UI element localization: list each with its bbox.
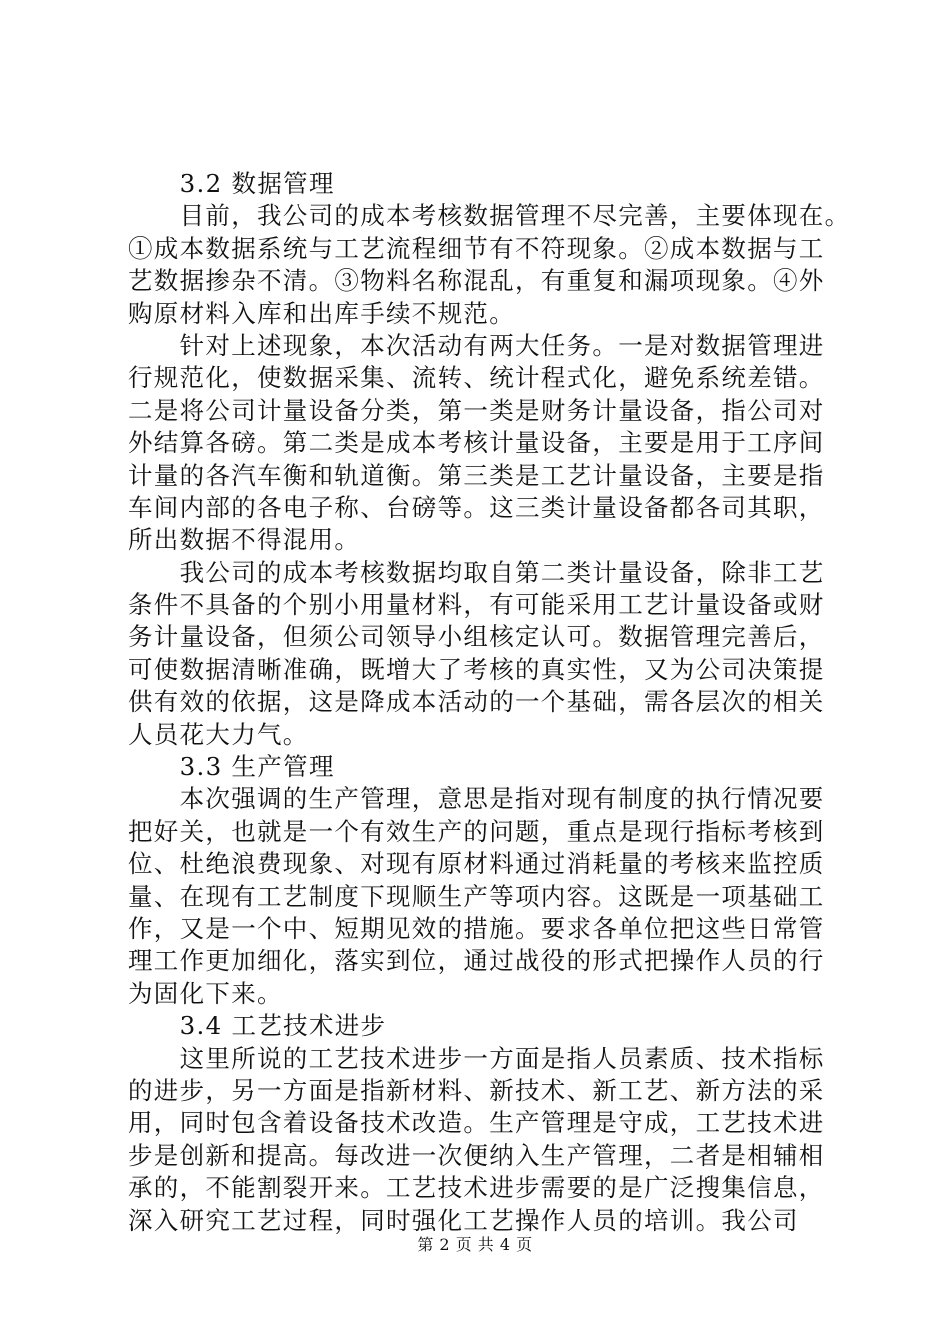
text-line: 目前，我公司的成本考核数据管理不尽完善，主要体现在。	[128, 201, 851, 231]
text-line: 为固化下来。	[128, 978, 283, 1008]
text-line: 量、在现有工艺制度下现顺生产等项内容。这既是一项基础工	[128, 881, 825, 911]
body-text	[128, 168, 851, 1237]
text-line: 承的，不能割裂开来。工艺技术进步需要的是广泛搜集信息，	[128, 1173, 825, 1203]
text-line: 务计量设备，但须公司领导小组核定认可。数据管理完善后，	[128, 622, 825, 652]
text-line: 用，同时包含着设备技术改造。生产管理是守成，工艺技术进	[128, 1108, 825, 1138]
text-line: 理工作更加细化，落实到位，通过战役的形式把操作人员的行	[128, 946, 825, 976]
text-line: 二是将公司计量设备分类，第一类是财务计量设备，指公司对	[128, 395, 825, 425]
text-line: 位、杜绝浪费现象、对现有原材料通过消耗量的考核来监控质	[128, 849, 825, 879]
text-line: 供有效的依据，这是降成本活动的一个基础，需各层次的相关	[128, 687, 825, 717]
section-heading-3-4: 3.4 工艺技术进步	[128, 1011, 387, 1041]
text-line: 针对上述现象，本次活动有两大任务。一是对数据管理进	[128, 330, 825, 360]
text-line: 计量的各汽车衡和轨道衡。第三类是工艺计量设备，主要是指	[128, 460, 825, 490]
text-line: 艺数据掺杂不清。③物料名称混乱，有重复和漏项现象。④外	[128, 266, 825, 296]
text-line: 人员花大力气。	[128, 719, 309, 749]
text-line: 行规范化，使数据采集、流转、统计程式化，避免系统差错。	[128, 363, 825, 393]
text-line: 车间内部的各电子称、台磅等。这三类计量设备都各司其职，	[128, 492, 825, 522]
text-line: 可使数据清晰准确，既增大了考核的真实性，又为公司决策提	[128, 654, 825, 684]
text-line: 我公司的成本考核数据均取自第二类计量设备，除非工艺	[128, 557, 825, 587]
text-line: 的进步，另一方面是指新材料、新技术、新工艺、新方法的采	[128, 1075, 825, 1105]
text-line: ①成本数据系统与工艺流程细节有不符现象。②成本数据与工	[128, 233, 825, 263]
text-line: 步是创新和提高。每改进一次便纳入生产管理，二者是相辅相	[128, 1140, 825, 1170]
section-heading-3-2: 3.2 数据管理	[128, 169, 335, 198]
text-line: 这里所说的工艺技术进步一方面是指人员素质、技术指标	[128, 1043, 825, 1073]
text-line: 本次强调的生产管理，意思是指对现有制度的执行情况要	[128, 784, 825, 814]
section-heading-3-3: 3.3 生产管理	[128, 752, 335, 782]
text-line: 购原材料入库和出库手续不规范。	[128, 298, 515, 328]
text-line: 所出数据不得混用。	[128, 525, 361, 555]
text-line: 作，又是一个中、短期见效的措施。要求各单位把这些日常管	[128, 913, 825, 943]
text-line: 深入研究工艺过程，同时强化工艺操作人员的培训。我公司	[128, 1205, 799, 1235]
text-line: 把好关，也就是一个有效生产的问题，重点是现行指标考核到	[128, 816, 825, 846]
text-line: 条件不具备的个别小用量材料，有可能采用工艺计量设备或财	[128, 590, 825, 620]
page-number-footer: 第 2 页 共 4 页	[417, 1235, 533, 1254]
text-line: 外结算各磅。第二类是成本考核计量设备，主要是用于工序间	[128, 428, 825, 458]
